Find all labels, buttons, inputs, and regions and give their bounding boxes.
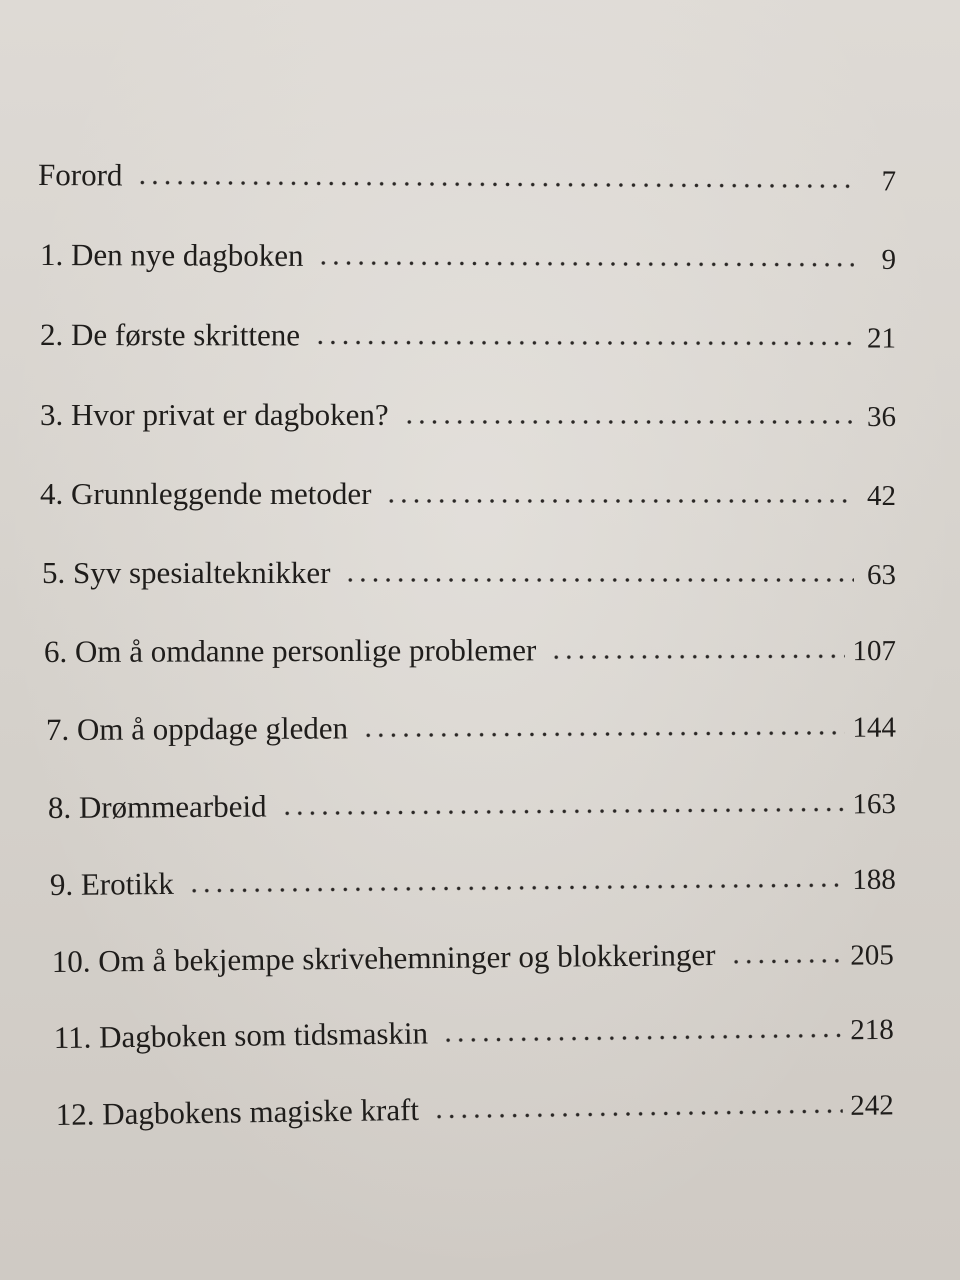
toc-entry-chapter-5	[42, 546, 896, 590]
toc-entry-title: 12. Dagbokens magiske kraft	[55, 1091, 420, 1132]
toc-entry-page-number: 42	[867, 480, 896, 512]
toc-entry-chapter-6	[44, 622, 896, 669]
toc-entry-chapter-9	[50, 851, 896, 902]
toc-entry-title: 9. Erotikk	[49, 865, 174, 902]
dot-leader	[317, 259, 854, 269]
toc-entry-page-number: 107	[852, 635, 896, 668]
dot-leader	[385, 497, 854, 505]
toc-entry-page-number: 36	[867, 401, 896, 433]
toc-entry-chapter-7	[46, 699, 896, 747]
dot-leader	[730, 957, 843, 966]
toc-entry-page-number: 163	[852, 788, 896, 821]
dot-leader	[281, 805, 845, 817]
toc-entry-title: 4. Grunnleggende metoder	[40, 476, 372, 511]
toc-entry-chapter-8	[48, 775, 896, 825]
toc-entry-title: 2. De første skrittene	[40, 317, 301, 353]
toc-entry-page-number: 9	[881, 243, 897, 276]
dot-leader	[433, 1107, 842, 1121]
toc-entry-page-number: 188	[852, 863, 896, 896]
dot-leader	[362, 729, 844, 740]
toc-entry-chapter-11	[53, 1001, 893, 1055]
toc-entry-chapter-10	[52, 926, 894, 979]
toc-entry-title: 11. Dagboken som tidsmaskin	[53, 1015, 429, 1055]
dot-leader	[136, 179, 854, 191]
toc-entry-page-number: 205	[850, 939, 894, 972]
toc-entry-page-number: 7	[881, 165, 897, 198]
toc-entry-chapter-12	[55, 1076, 894, 1132]
dot-leader	[314, 338, 854, 347]
toc-entry-page-number: 144	[852, 711, 896, 744]
toc-entry-page-number: 21	[866, 322, 897, 355]
toc-entry-chapter-1	[40, 228, 896, 275]
toc-entry-page-number: 242	[849, 1089, 894, 1122]
dot-leader	[550, 652, 844, 661]
toc-entry-title: 7. Om å oppdage gleden	[45, 710, 349, 747]
toc-entry-chapter-2	[40, 308, 896, 353]
toc-entry-page-number: 218	[850, 1013, 894, 1047]
dot-leader	[442, 1031, 842, 1044]
toc-entry-title: 8. Drømmearbeid	[47, 788, 267, 825]
dot-leader	[188, 881, 845, 895]
dot-leader	[344, 576, 854, 584]
toc-entry-title: Forord	[38, 157, 123, 193]
toc-entry-title: 3. Hvor privat er dagboken?	[40, 397, 389, 432]
dot-leader	[403, 418, 854, 426]
toc-entry-page-number: 63	[867, 559, 896, 591]
toc-entry-title: 1. Den nye dagboken	[40, 237, 304, 273]
toc-entry-title: 6. Om å omdanne personlige problemer	[43, 632, 537, 669]
toc-entry-chapter-4	[40, 467, 896, 511]
toc-entry-chapter-3	[40, 388, 896, 432]
toc-entry-title: 10. Om å bekjempe skrivehemninger og blokkeringer	[51, 937, 716, 979]
toc-entry-forord	[38, 148, 896, 196]
toc-entry-title: 5. Syv spesialteknikker	[42, 555, 331, 590]
